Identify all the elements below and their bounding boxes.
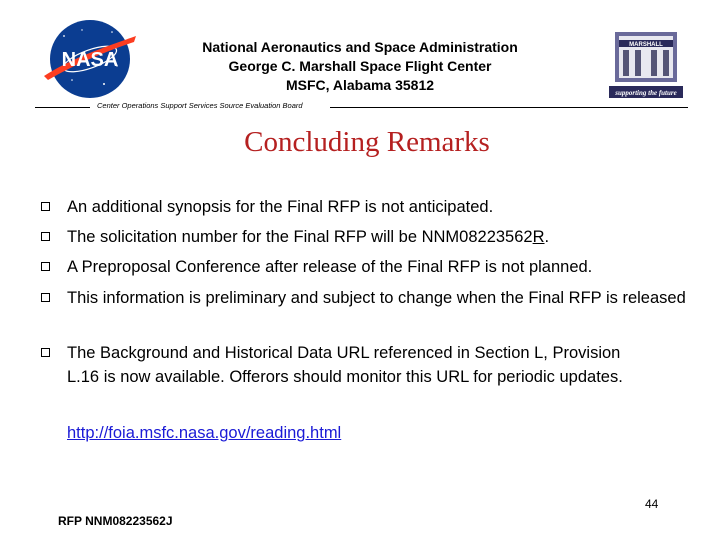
bullet-item (67, 225, 687, 249)
page-number: 44 (645, 497, 659, 511)
footer-rfp-number: RFP NNM08223562J (58, 514, 173, 528)
bullet-marker (41, 348, 50, 357)
reading-room-link[interactable]: http://foia.msfc.nasa.gov/reading.html (67, 424, 342, 442)
msfc-logo (605, 28, 687, 110)
slide-title: Concluding Remarks (244, 126, 490, 158)
bullet-item: The Background and Historical Data URL referenced in Section L, Provision L.16 is now available. Offerors should monitor this URL for periodic updates. (67, 344, 623, 386)
header-rule-left (35, 107, 90, 108)
bullet-marker (41, 202, 50, 211)
bullet-text-underlined: R (532, 228, 545, 246)
msfc-logo-tagline: supporting the future (615, 89, 677, 97)
center-address: MSFC, Alabama 35812 (285, 77, 435, 93)
agency-name: National Aeronautics and Space Administration (202, 39, 518, 55)
header-block (150, 38, 570, 95)
center-name: George C. Marshall Space Flight Center (228, 58, 492, 74)
bullet-item: This information is preliminary and subject to change when the Final RFP is released (67, 289, 686, 307)
bullet-item: A Preproposal Conference after release of the Final RFP is not planned. (67, 258, 593, 276)
header-rule-right (330, 107, 688, 108)
nasa-logo (42, 18, 138, 100)
bullet-marker (41, 232, 50, 241)
board-name: Center Operations Support Services Source Evaluation Board (97, 101, 303, 110)
bullet-item: An additional synopsis for the Final RFP is not anticipated. (67, 198, 494, 216)
bullet-text: The solicitation number for the Final RFP will be NNM08223562 (67, 228, 533, 246)
bullet-text: . (544, 228, 550, 246)
bullet-marker (41, 293, 50, 302)
nasa-logo-text: NASA (61, 49, 119, 71)
msfc-logo-text: MARSHALL (629, 42, 663, 48)
bullet-marker (41, 262, 50, 271)
